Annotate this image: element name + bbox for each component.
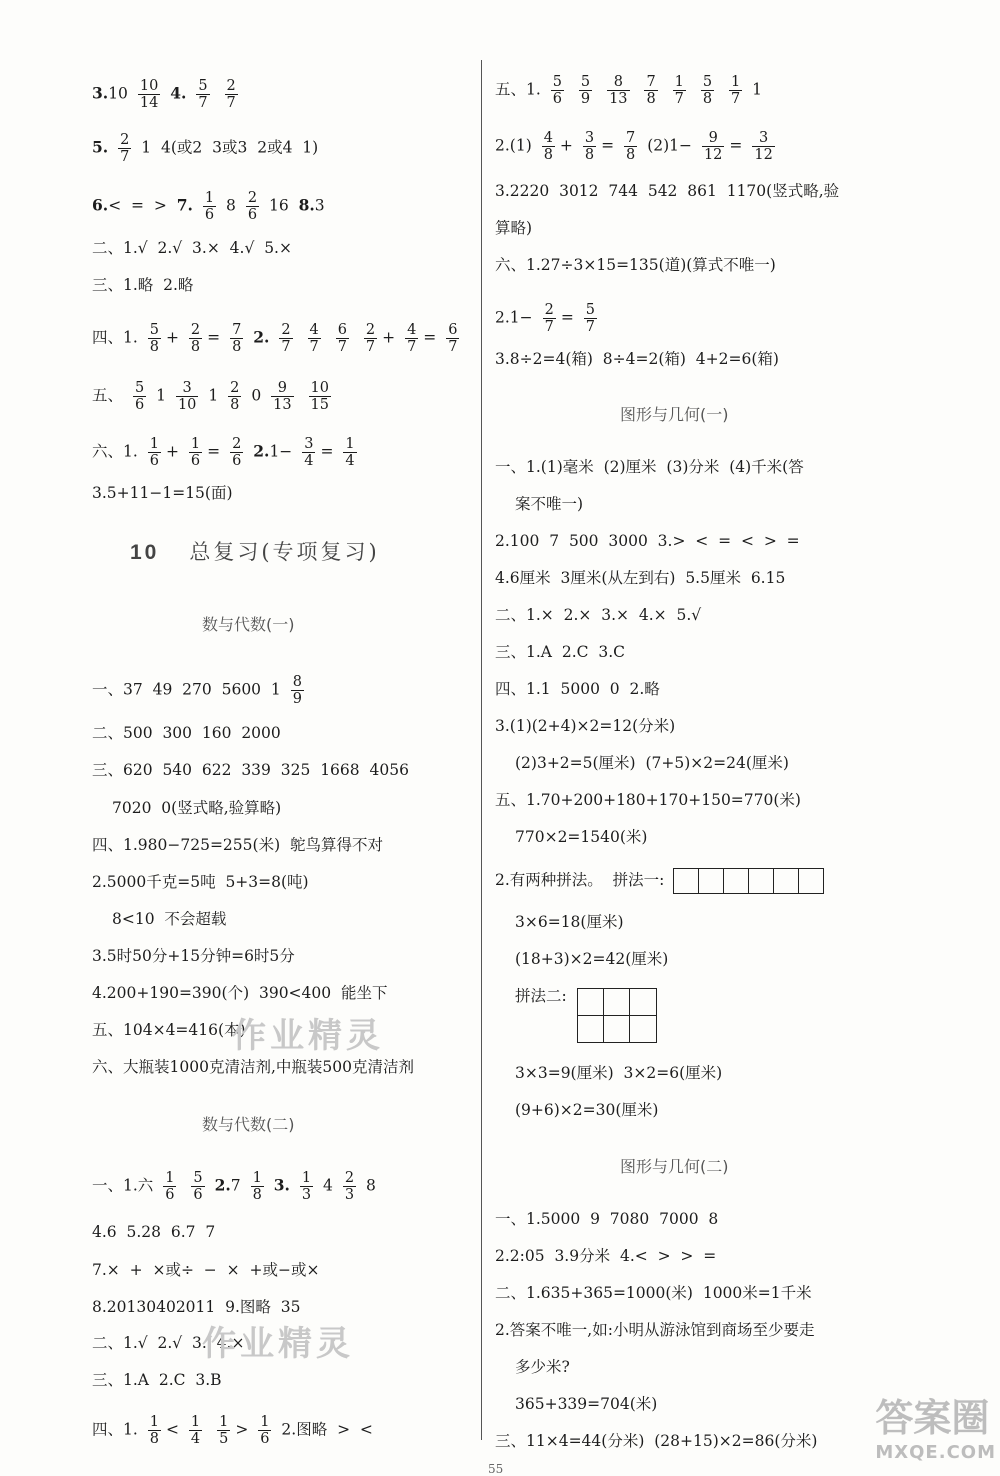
answer-line: 3.10 $\frac{10}{14}$ 4. $\frac{5}{7}$ $\frac{2}{7}$ — [92, 78, 236, 111]
answer-line: 二、1.√ 2.√ 3. 4.× — [92, 1334, 245, 1352]
answer-line: 7020 0(竖式略,验算略) — [112, 799, 282, 817]
fraction: $\frac{8}{13}$ — [609, 74, 628, 107]
subsection-title: 图形与几何(二) — [620, 1157, 729, 1176]
answer-line: 二、500 300 160 2000 — [92, 724, 281, 742]
fraction: $\frac{1}{8}$ — [252, 1170, 262, 1203]
answer-line: (18+3)×2=42(厘米) — [515, 950, 669, 968]
fraction: $\frac{6}{7}$ — [448, 322, 458, 355]
fraction: $\frac{2}{7}$ — [226, 78, 236, 111]
column-divider — [481, 60, 482, 1440]
fraction: $\frac{1}{6}$ — [190, 436, 201, 469]
answer-line: 五、1.70+200+180+170+150=770(米) — [495, 791, 801, 809]
fraction: $\frac{1}{8}$ — [149, 1414, 159, 1447]
answer-line: 四、1. $\frac{1}{8}$ < $\frac{1}{4}$ $\frac{1}{5}$ > $\frac{1}{6}$ 2.图略 > < — [92, 1414, 373, 1447]
answer-line: 3×6=18(厘米) — [515, 913, 624, 931]
fraction: $\frac{3}{4}$ — [304, 436, 314, 469]
fraction: $\frac{1}{6}$ — [260, 1414, 270, 1447]
fraction: $\frac{1}{6}$ — [204, 190, 215, 223]
answer-line: 算略) — [495, 219, 533, 237]
fraction: $\frac{2}{6}$ — [232, 436, 242, 469]
answer-line: 多少米? — [515, 1358, 570, 1376]
answer-line: 四、1. $\frac{5}{8}$ + $\frac{2}{8}$ = $\frac{7}{8}$ 2. $\frac{2}{7}$ $\frac{4}{7}$ $\frac{6}{7}$ $\frac{2}{7}$ + $\frac{4}{7}$ = $\frac{6}{7}$ — [92, 322, 458, 355]
fraction: $\frac{1}{6}$ — [149, 436, 159, 469]
fraction: $\frac{5}{8}$ — [149, 322, 159, 355]
answer-line: 2.答案不唯一,如:小明从游泳馆到商场至少要走 — [495, 1321, 815, 1339]
fraction: $\frac{5}{6}$ — [193, 1170, 203, 1203]
fraction: $\frac{3}{8}$ — [584, 130, 595, 163]
fraction: $\frac{9}{13}$ — [273, 380, 292, 413]
fraction: $\frac{4}{7}$ — [309, 322, 319, 355]
answer-line: 365+339=704(米) — [515, 1395, 658, 1413]
answer-line: 六、1.27÷3×15=135(道)(算式不唯一) — [495, 256, 776, 274]
fraction: $\frac{1}{7}$ — [730, 74, 741, 107]
fraction: $\frac{5}{7}$ — [585, 302, 595, 335]
answer-line: 二、1.635+365=1000(米) 1000米=1千米 — [495, 1284, 812, 1302]
fraction: $\frac{6}{7}$ — [337, 322, 347, 355]
fraction: $\frac{2}{7}$ — [544, 302, 554, 335]
answer-line: 三、1.A 2.C 3.C — [495, 643, 625, 661]
fraction: $\frac{2}{7}$ — [120, 132, 130, 165]
answer-line: 2.有两种拼法。 拼法一: — [495, 868, 824, 894]
answer-line: 一、1.六 $\frac{1}{6}$ $\frac{5}{6}$ 2.7 $\frac{1}{8}$ 3. $\frac{1}{3}$ 4 $\frac{2}{3}$ 8 — [92, 1170, 376, 1203]
fraction: $\frac{5}{6}$ — [134, 380, 145, 413]
answer-line: 8<10 不会超载 — [112, 910, 227, 928]
answer-line: 三、1.A 2.C 3.B — [92, 1371, 222, 1389]
fraction: $\frac{7}{8}$ — [646, 74, 656, 107]
answer-line: 一、1.(1)毫米 (2)厘米 (3)分米 (4)千米(答 — [495, 458, 804, 476]
answer-line: 4.6 5.28 6.7 7 — [92, 1223, 216, 1241]
page-number: 55 — [488, 1462, 504, 1476]
subsection-title: 图形与几何(一) — [620, 405, 729, 424]
answer-line: 5. $\frac{2}{7}$ 1 4(或2 3或3 2或4 1) — [92, 132, 319, 165]
answer-line: 四、1.1 5000 0 2.略 — [495, 680, 660, 698]
answer-line: 3.5时50分+15分钟=6时5分 — [92, 947, 295, 965]
fraction: $\frac{10}{14}$ — [139, 78, 159, 111]
fraction: $\frac{1}{4}$ — [190, 1414, 201, 1447]
answer-line: 案不唯一) — [515, 495, 584, 513]
answer-line: 6.< = > 7. $\frac{1}{6}$ 8 $\frac{2}{6}$ 16 8.3 — [92, 190, 325, 223]
subsection-title: 数与代数(一) — [202, 615, 295, 634]
answer-line: 3.5+11−1=15(面) — [92, 484, 233, 502]
answer-line: (2)3+2=5(厘米) (7+5)×2=24(厘米) — [515, 754, 789, 772]
fraction: $\frac{1}{3}$ — [301, 1170, 312, 1203]
fraction: $\frac{2}{7}$ — [281, 322, 291, 355]
answer-line: 2.1− $\frac{2}{7}$ = $\frac{5}{7}$ — [495, 302, 595, 335]
answer-line: 一、37 49 270 5600 1 $\frac{8}{9}$ — [92, 674, 302, 707]
answer-line: 3.2220 3012 744 542 861 1170(竖式略,验 — [495, 182, 840, 200]
answer-line: 一、1.5000 9 7080 7000 8 — [495, 1210, 719, 1228]
answer-line: 2.(1) $\frac{4}{8}$ + $\frac{3}{8}$ = $\frac{7}{8}$ (2)1− $\frac{9}{12}$ = $\frac{3}{12}$ — [495, 130, 773, 163]
answer-line: 拼法二: — [515, 987, 567, 1005]
answer-line: 2.2:05 3.9分米 4.< > > = — [495, 1247, 717, 1265]
answer-line: 4.200+190=390(个) 390<400 能坐下 — [92, 984, 388, 1002]
fraction: $\frac{3}{12}$ — [754, 130, 773, 163]
watermark: 作业精灵 — [232, 1016, 384, 1056]
answer-line: 六、1. $\frac{1}{6}$ + $\frac{1}{6}$ = $\frac{2}{6}$ 2.1− $\frac{3}{4}$ = $\frac{1}{4}$ — [92, 436, 355, 469]
answer-line: 二、1.× 2.× 3.× 4.× 5.√ — [495, 606, 702, 624]
watermark-stamp: 答案圈 MXQE.COM — [875, 1396, 996, 1463]
answer-line: 4.6厘米 3厘米(从左到右) 5.5厘米 6.15 — [495, 569, 786, 587]
answer-line: 六、大瓶装1000克清洁剂,中瓶装500克清洁剂 — [92, 1058, 414, 1076]
fraction: $\frac{5}{7}$ — [198, 78, 208, 111]
answer-line: 四、1.980−725=255(米) 鸵鸟算得不对 — [92, 836, 383, 854]
fraction: $\frac{2}{7}$ — [365, 322, 376, 355]
answer-line: 7.× + ×或÷ − × +或−或× — [92, 1261, 320, 1279]
answer-line: 2.100 7 500 3000 3.> < = < > = — [495, 532, 800, 550]
fraction: $\frac{8}{9}$ — [292, 674, 302, 707]
subsection-title: 数与代数(二) — [202, 1115, 295, 1134]
fraction: $\frac{5}{9}$ — [580, 74, 591, 107]
fraction: $\frac{1}{5}$ — [219, 1414, 229, 1447]
fraction: $\frac{2}{8}$ — [230, 380, 240, 413]
answer-line: 五、104×4=416(本) — [92, 1021, 246, 1039]
fraction: $\frac{10}{15}$ — [310, 380, 329, 413]
fraction: $\frac{7}{8}$ — [626, 130, 636, 163]
watermark: 作业精灵 — [202, 1324, 354, 1364]
fraction: $\frac{4}{8}$ — [543, 130, 553, 163]
strip-diagram — [673, 868, 824, 894]
fraction: $\frac{5}{6}$ — [552, 74, 562, 107]
answer-line: 8.20130402011 9.图略 35 — [92, 1298, 301, 1316]
fraction: $\frac{2}{8}$ — [190, 322, 201, 355]
fraction: $\frac{9}{12}$ — [703, 130, 723, 163]
grid-diagram — [577, 988, 657, 1043]
answer-line: (9+6)×2=30(厘米) — [515, 1101, 659, 1119]
fraction: $\frac{4}{7}$ — [407, 322, 417, 355]
fraction: $\frac{5}{8}$ — [702, 74, 713, 107]
answer-line: 2.5000千克=5吨 5+3=8(吨) — [92, 873, 309, 891]
fraction: $\frac{2}{6}$ — [247, 190, 258, 223]
fraction: $\frac{1}{4}$ — [345, 436, 355, 469]
fraction: $\frac{2}{3}$ — [344, 1170, 355, 1203]
answer-line: 二、1.√ 2.√ 3.× 4.√ 5.× — [92, 239, 292, 257]
section-title: 10 总复习(专项复习) — [130, 540, 380, 564]
answer-line: 770×2=1540(米) — [515, 828, 648, 846]
answer-line: 五、 $\frac{5}{6}$ 1 $\frac{3}{10}$ 1 $\frac{2}{8}$ 0 $\frac{9}{13}$ $\frac{10}{15}$ — [92, 380, 329, 413]
fraction: $\frac{1}{6}$ — [165, 1170, 175, 1203]
answer-line: 3.8÷2=4(箱) 8÷4=2(箱) 4+2=6(箱) — [495, 350, 779, 368]
fraction: $\frac{1}{7}$ — [674, 74, 684, 107]
answer-line: 三、1.略 2.略 — [92, 276, 194, 294]
answer-line: 三、620 540 622 339 325 1668 4056 — [92, 761, 409, 779]
answer-line: 3.(1)(2+4)×2=12(分米) — [495, 717, 676, 735]
answer-line: 三、11×4=44(分米) (28+15)×2=86(分米) — [495, 1432, 818, 1450]
answer-line: 3×3=9(厘米) 3×2=6(厘米) — [515, 1064, 723, 1082]
fraction: $\frac{3}{10}$ — [177, 380, 197, 413]
fraction: $\frac{7}{8}$ — [232, 322, 242, 355]
answer-line: 五、1. $\frac{5}{6}$ $\frac{5}{9}$ $\frac{8}{13}$ $\frac{7}{8}$ $\frac{1}{7}$ $\frac{5}{8}$ $\frac{1}{7}$ 1 — [495, 74, 763, 107]
